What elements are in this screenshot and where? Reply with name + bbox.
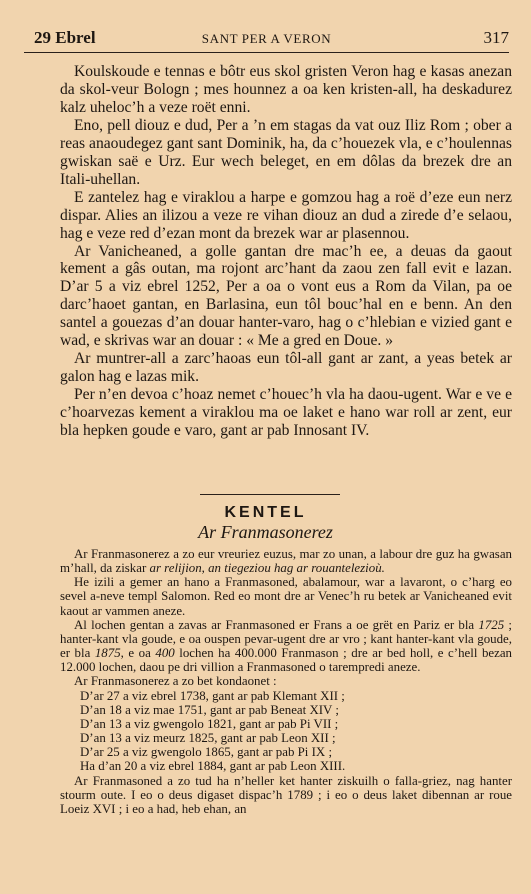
paragraph: Per n’en devoa c’hoaz nemet c’houec’h vla ha daou-ugent. War e ve e c’hoarvezas kement a viraklou ma oe laket e hano war roll ar zent, eur bla hepken goude e varo, gant ar pab Innosant IV.	[60, 386, 512, 440]
running-header	[24, 28, 509, 53]
paragraph: Eno, pell diouz e dud, Per a ’n em stagas da vat ouz Iliz Rom ; ober a reas anaoudegez gant sant Dominik, ha, da c’houezek vla, e c’houlennas gwiskan saë e Urz. Eur wech beleget, en em dôlas da brezek dre an Itali-uhellan.	[60, 116, 512, 188]
section-title: KENTEL	[224, 504, 307, 521]
list-item: Ha d’an 20 a viz ebrel 1884, gant ar pab Leon XIII.	[80, 759, 346, 774]
paragraph: E zantelez hag e viraklou a harpe e gomzou hag a roë d’eze eun nerz dispar. Alies an ilizou a veze re vihan diouz an dud a zirede d’e selaou, hag e veze red d’ezan mont da brezek war ar plasennou.	[60, 188, 512, 242]
list-item: D’ar 27 a viz ebrel 1738, gant ar pab Klemant XII ;	[80, 688, 345, 703]
section-divider	[200, 494, 340, 495]
header-title: SANT PER A VERON	[201, 31, 332, 46]
section-subtitle: Ar Franmasonerez	[198, 522, 333, 542]
emphasis: ar relijion, an tiegeziou hag ar rouantelezioù.	[149, 561, 385, 576]
list-item: D’an 18 a viz mae 1751, gant ar pab Beneat XIV ;	[80, 702, 339, 717]
condemnation-list	[60, 689, 512, 774]
paragraph: Ar Franmasonerez a zo eur vreuriez euzus, mar zo unan, a labour dre guz ha gwasan m’hall, da ziskar ar relijion, an tiegeziou hag ar rouantelezioù.	[60, 547, 512, 576]
paragraph: Ar muntrer-all a zarc’haoas eun tôl-all gant ar zant, a yeas betek ar galon hag e lazas mik.	[60, 350, 512, 386]
list-item: D’an 13 a viz gwengolo 1821, gant ar pab Pi VII ;	[80, 716, 339, 731]
paragraph: Ar Vanicheaned, a golle gantan dre mac’h ee, a deuas da gaout kement a gâs outan, ma rojont arc’hant da zaou zen fall evit e lazan. D’ar 5 a viz ebrel 1252, Per a oa o vont eus a Rom da Vilan, pa oe darc’haoet gantan, en Barlasina, eun tôl bouc’hal en e benn. An den santel a gouezas d’an douar hanter-varo, hag o c’hlebian e vizied gant e wad, e skrivas war an douar : « Me a gred en Doue. »	[60, 242, 512, 350]
year: 1875	[94, 646, 121, 661]
header-date: 29 Ebrel	[34, 28, 96, 47]
main-text	[60, 63, 512, 440]
paragraph: Al lochen gentan a zavas ar Franmasoned er Frans a oe grët en Pariz er bla 1725 ; hanter-kant vla goude, e oa ouspen pevar-ugent dre ar vro ; kant hanter-kant vla goude, er bla 1875, e oa 400 lochen ha 400.000 Franmason ; dre ar bed holl, e c’hell bezan 12.000 lochen, daou pe dri villion a Franmasoned o tarempredi aneze.	[60, 617, 513, 675]
paragraph: Ar Franmasoned a zo tud ha n’heller ket hanter ziskuilh o falla-griez, nag hanter stourm oute. I eo o deus digaset dispac’h 1789 ; i eo o deus laket dibennan ar roue Loeiz XVI ; i eo a had, heb ehan, an	[60, 773, 512, 816]
paragraph: Koulskoude e tennas e bôtr eus skol gristen Veron hag e kasas anezan da skol-veur Bologn ; mes hounnez a oa ken kristen-all, ha deskadurez kalz uheloc’h a veze roët enni.	[60, 63, 512, 116]
year: 1725	[478, 617, 505, 632]
list-item: D’an 13 a viz meurz 1825, gant ar pab Leon XII ;	[80, 731, 336, 746]
page-number: 317	[483, 28, 509, 47]
list-item: D’ar 25 a viz gwengolo 1865, gant ar pab Pi IX ;	[80, 745, 333, 760]
count: 400	[155, 646, 175, 661]
lesson-text	[60, 547, 512, 816]
paragraph: He izili a gemer an hano a Franmasoned, abalamour, war a lavaront, o c’harg eo sevel a-neve templ Salomon. Red eo mont dre ar Venec’h ru betek ar Vanicheaned evit kaout ar vammen aneze.	[60, 575, 512, 618]
paragraph: Ar Franmasonerez a zo bet kondaonet :	[74, 674, 277, 689]
